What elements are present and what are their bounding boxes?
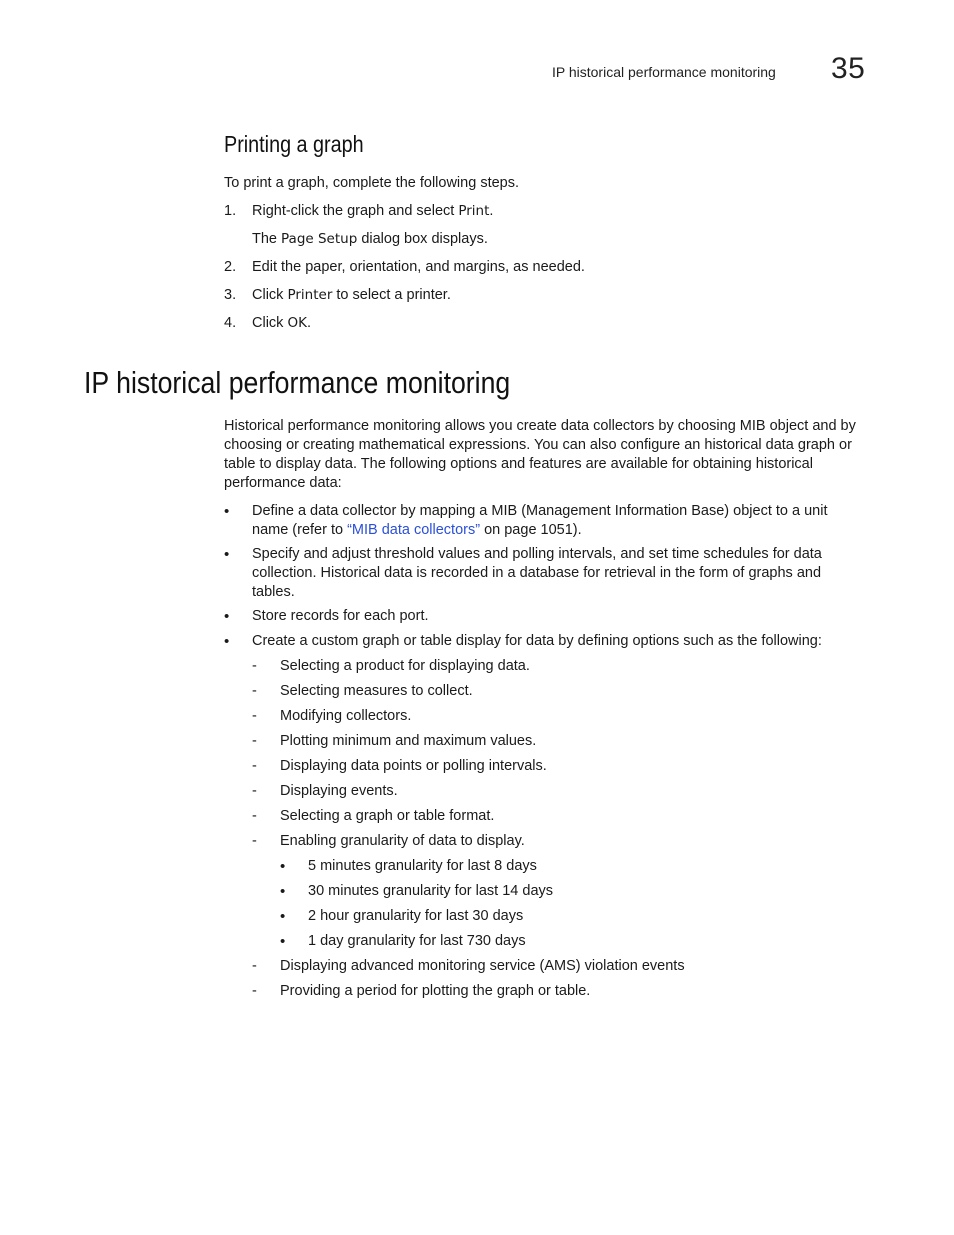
bullet-glyph: • xyxy=(224,546,230,563)
dash-item xyxy=(252,757,852,776)
dash-item xyxy=(252,657,852,676)
bullet-glyph: • xyxy=(280,933,286,950)
step-text: Right-click the graph and select xyxy=(252,203,459,219)
bullet-glyph: • xyxy=(280,883,286,900)
dash-text: Displaying data points or polling intervals. xyxy=(280,758,547,774)
step-text: Click xyxy=(252,315,288,331)
dash-item xyxy=(252,957,852,976)
dash-glyph: - xyxy=(252,733,257,749)
step-number: 1. xyxy=(224,203,237,219)
step-text-end: . xyxy=(489,203,494,219)
bullet-glyph: • xyxy=(280,908,286,925)
bullet-glyph: • xyxy=(224,503,230,520)
dash-text: Displaying advanced monitoring service (AMS) violation events xyxy=(280,958,685,974)
step-number: 3. xyxy=(224,287,237,303)
dash-glyph: - xyxy=(252,808,257,824)
step-text-end: . xyxy=(306,315,311,331)
bullet-text: Define a data collector by mapping a MIB (Management Information Base) object to a unit name (refer to xyxy=(252,503,828,538)
dash-text: Selecting a graph or table format. xyxy=(280,808,495,824)
mib-data-collectors-link[interactable]: “MIB data collectors” xyxy=(347,522,481,538)
dash-glyph: - xyxy=(252,658,257,674)
ui-term-printer: Printer xyxy=(287,287,333,303)
ui-term-page-setup: Page Setup xyxy=(281,231,358,247)
bullet-glyph: • xyxy=(224,633,230,650)
dash-item xyxy=(252,707,852,726)
bullet-text-end: on page 1051). xyxy=(480,522,582,538)
granularity-text: 2 hour granularity for last 30 days xyxy=(308,908,524,924)
dash-text: Selecting measures to collect. xyxy=(280,683,473,699)
granularity-item xyxy=(280,882,840,901)
dash-text: Providing a period for plotting the graph or table. xyxy=(280,983,591,999)
running-header-title: IP historical performance monitoring xyxy=(552,64,776,80)
granularity-text: 5 minutes granularity for last 8 days xyxy=(308,858,537,874)
step-number: 4. xyxy=(224,315,237,331)
dash-text: Displaying events. xyxy=(280,783,398,799)
section-heading-printing-a-graph: Printing a graph xyxy=(224,131,364,157)
granularity-item xyxy=(280,857,840,876)
dash-glyph: - xyxy=(252,783,257,799)
bullet-text: Create a custom graph or table display for data by defining options such as the following: xyxy=(252,633,822,649)
note-text: The xyxy=(252,231,282,247)
granularity-text: 1 day granularity for last 730 days xyxy=(308,933,526,949)
step-3 xyxy=(224,286,864,305)
step-text: Click xyxy=(252,287,288,303)
print-intro: To print a graph, complete the following steps. xyxy=(224,175,519,191)
dash-item xyxy=(252,782,852,801)
section-heading-ip-historical: IP historical performance monitoring xyxy=(84,365,511,400)
dash-item xyxy=(252,832,852,851)
intro-paragraph: Historical performance monitoring allows you create data collectors by choosing MIB object and by choosing or creating mathematical expressions. You can also configure an historical data graph or table to display data. The following options and features are available for obtaining historical performance data: xyxy=(224,418,856,491)
dash-glyph: - xyxy=(252,983,257,999)
ui-term-ok: OK xyxy=(287,315,307,331)
dash-glyph: - xyxy=(252,958,257,974)
dash-item xyxy=(252,982,852,1001)
dash-text: Modifying collectors. xyxy=(280,708,412,724)
step-1-note xyxy=(252,230,892,249)
dash-glyph: - xyxy=(252,708,257,724)
dash-item xyxy=(252,732,852,751)
dash-text: Plotting minimum and maximum values. xyxy=(280,733,537,749)
bullet-item xyxy=(224,545,844,602)
step-text-end: to select a printer. xyxy=(332,287,451,303)
dash-glyph: - xyxy=(252,833,257,849)
dash-item xyxy=(252,807,852,826)
step-number: 2. xyxy=(224,259,237,275)
dash-text: Enabling granularity of data to display. xyxy=(280,833,525,849)
granularity-item xyxy=(280,932,840,951)
ui-term-print: Print xyxy=(458,203,490,219)
granularity-item xyxy=(280,907,840,926)
dash-glyph: - xyxy=(252,683,257,699)
bullet-glyph: • xyxy=(280,858,286,875)
bullet-item xyxy=(224,607,844,626)
bullet-item xyxy=(224,502,844,540)
bullet-text: Specify and adjust threshold values and polling intervals, and set time schedules for data collection. Historical data is recorded in a database for retrieval in the form of graphs and tables. xyxy=(252,546,822,600)
bullet-item xyxy=(224,632,864,651)
dash-glyph: - xyxy=(252,758,257,774)
dash-text: Selecting a product for displaying data. xyxy=(280,658,530,674)
step-1 xyxy=(224,202,864,221)
dash-item xyxy=(252,682,852,701)
granularity-text: 30 minutes granularity for last 14 days xyxy=(308,883,554,899)
step-4 xyxy=(224,314,864,333)
bullet-text: Store records for each port. xyxy=(252,608,429,624)
chapter-number: 35 xyxy=(831,52,866,85)
bullet-glyph: • xyxy=(224,608,230,625)
note-text-end: dialog box displays. xyxy=(357,231,488,247)
step-text: Edit the paper, orientation, and margins, as needed. xyxy=(252,259,585,275)
step-2 xyxy=(224,258,864,277)
